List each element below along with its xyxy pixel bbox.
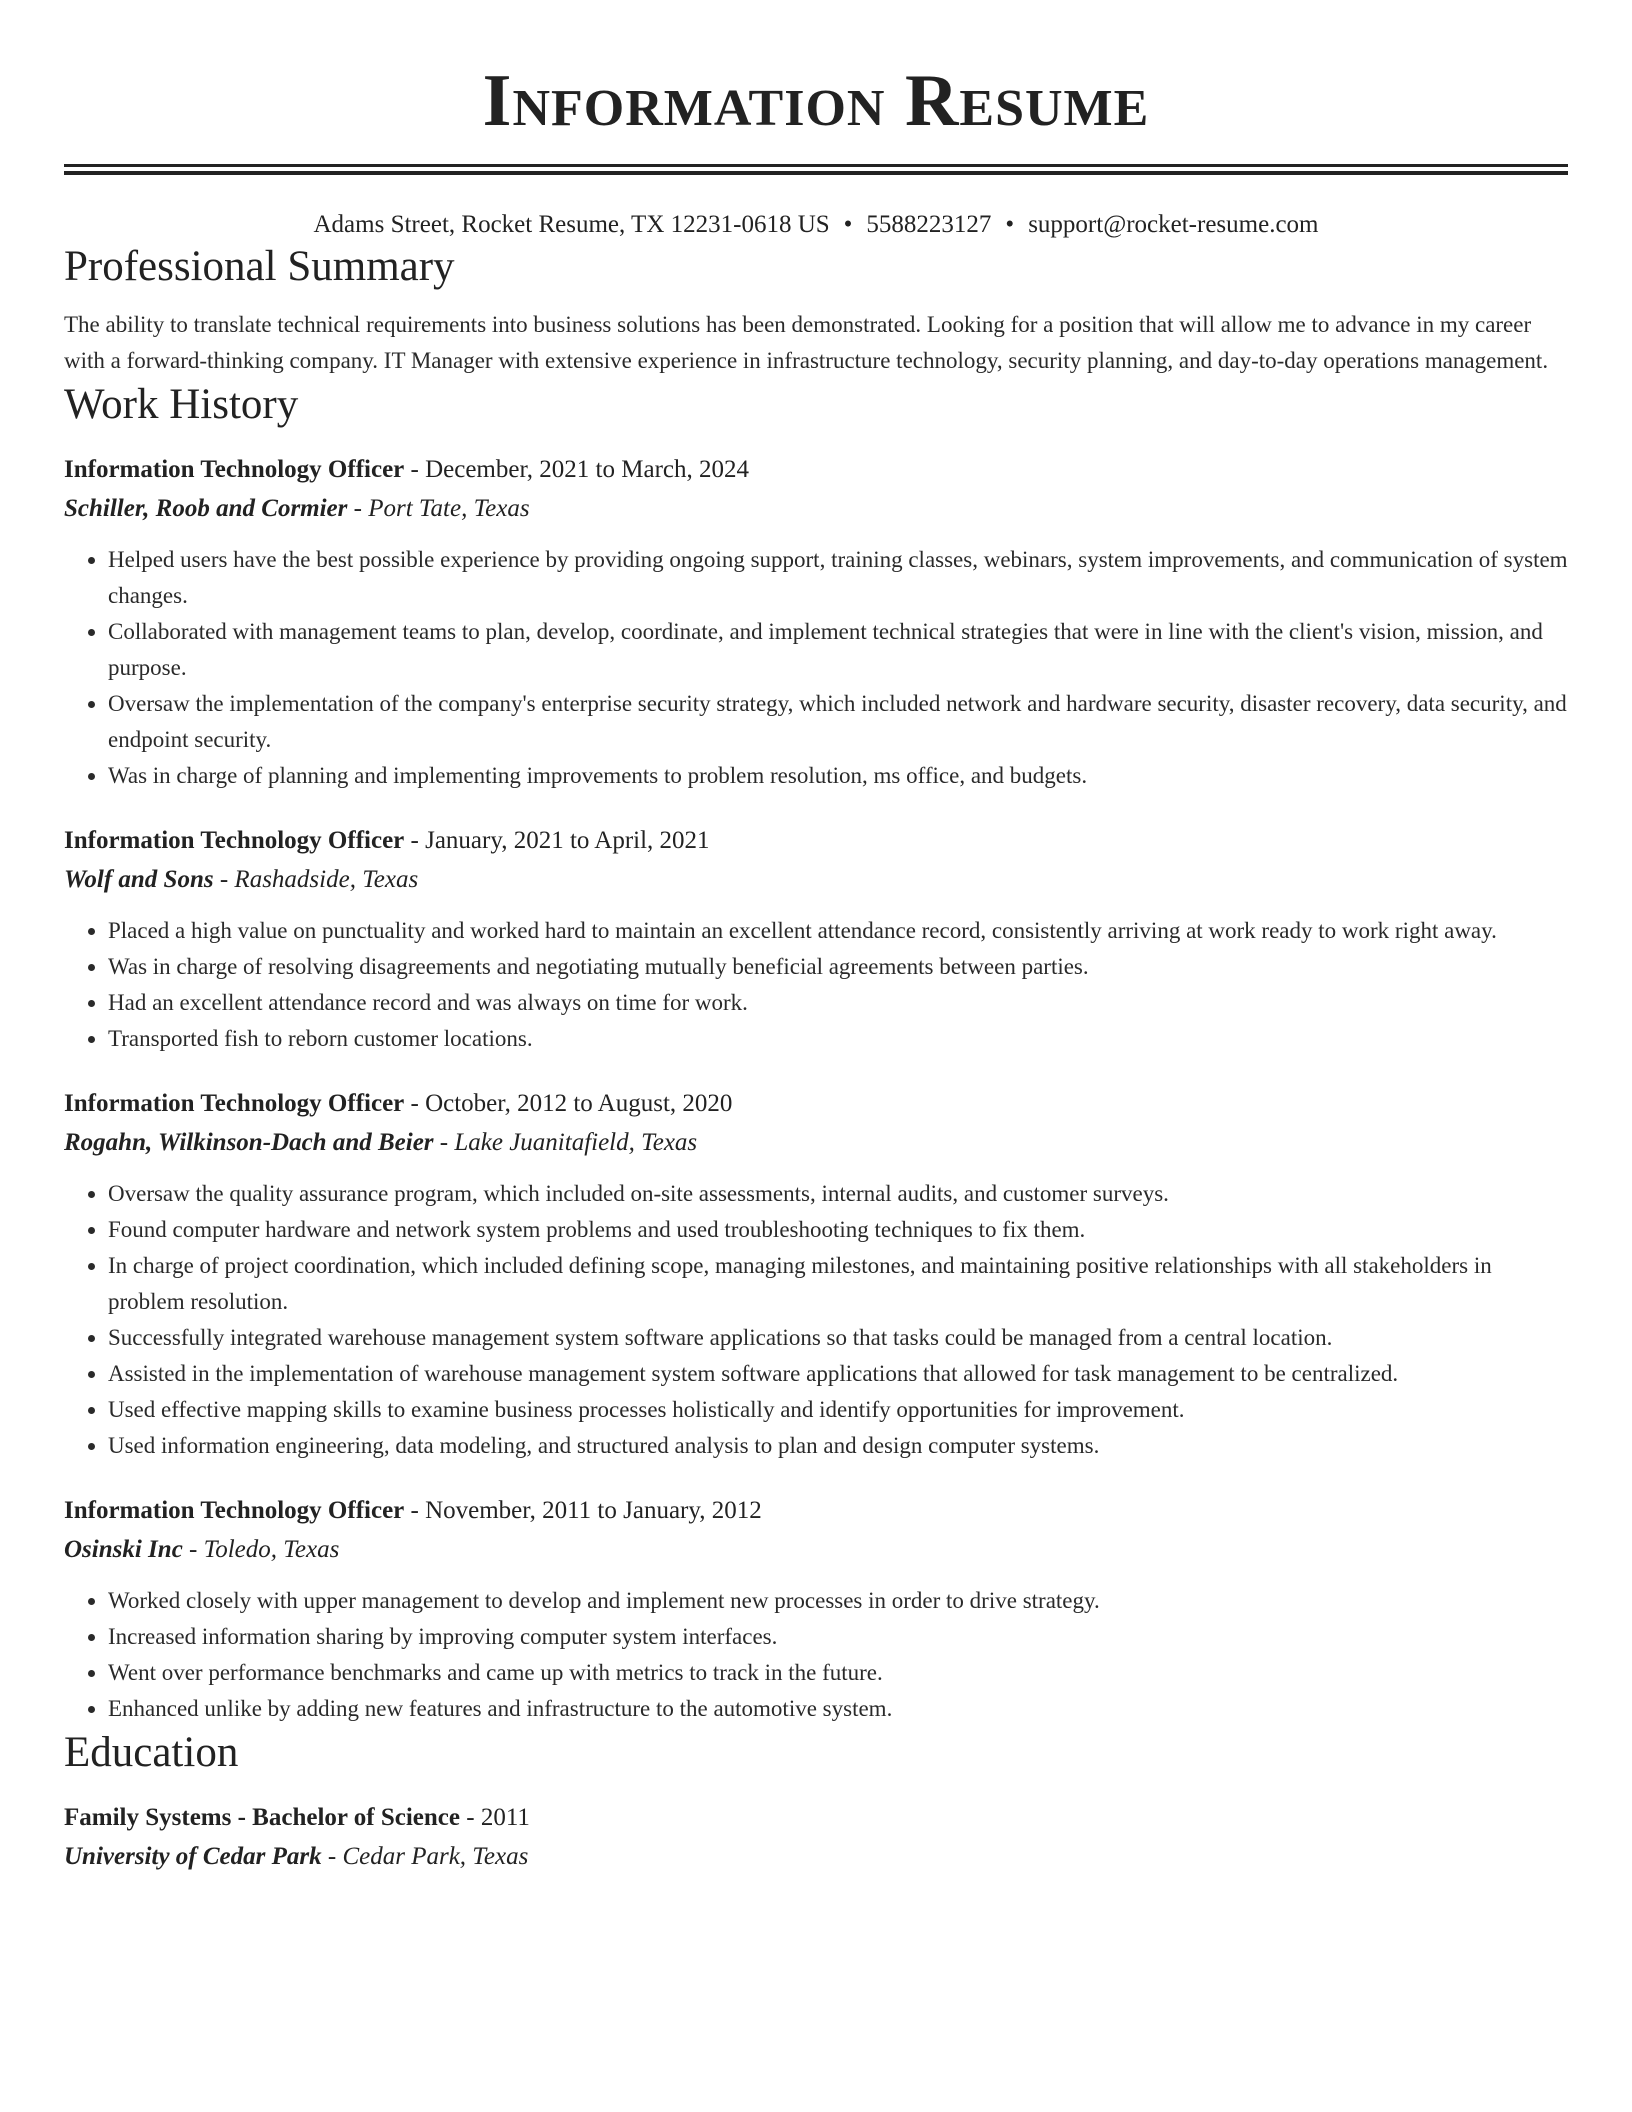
contact-email: support@rocket-resume.com [1028,211,1319,238]
job-location: - Rashadside, Texas [213,866,419,893]
job-company: Schiller, Roob and Cormier [64,495,348,522]
job-bullet: • Worked closely with upper management to develop and implement new processes in order to drive strategy. [108,1583,1568,1619]
education-entry [64,1801,1568,1874]
job-title: Information Technology Officer [64,456,405,483]
education-heading: Education [64,1729,239,1776]
job-title: Information Technology Officer [64,1090,405,1117]
job-location: - Lake Juanitafield, Texas [433,1129,698,1156]
job-bullet: • Enhanced unlike by adding new features and infrastructure to the automotive system. [108,1691,1568,1727]
job-bullet: • Used effective mapping skills to examine business processes holistically and identify opportunities for improvement. [108,1392,1568,1428]
job-bullet: • Placed a high value on punctuality and worked hard to maintain an excellent attendance record, consistently arriving at work ready to work right away. [108,913,1568,949]
job-entry [64,824,1568,1057]
job-title: Information Technology Officer [64,1497,405,1524]
job-bullet: • Assisted in the implementation of warehouse management system software applications that allowed for task management to be centralized. [108,1356,1568,1392]
job-bullet: • Used information engineering, data modeling, and structured analysis to plan and design computer systems. [108,1428,1568,1464]
job-header [64,1087,1568,1121]
education-year: - 2011 [460,1804,530,1831]
job-employer [64,1126,1568,1160]
job-bullet: • In charge of project coordination, which included defining scope, managing milestones, and maintaining positive relationships with all stakeholders in problem resolution. [108,1248,1568,1320]
job-bullet: • Was in charge of planning and implementing improvements to problem resolution, ms office, and budgets. [108,758,1568,794]
education-school: University of Cedar Park [64,1843,322,1870]
resume-title: Information Resume [482,60,1150,142]
job-dates: - November, 2011 to January, 2012 [404,1497,762,1524]
job-bullet-list [64,913,1568,1057]
education-institution [64,1840,1568,1874]
contact-separator: • [1005,211,1015,238]
job-dates: - January, 2021 to April, 2021 [404,827,710,854]
job-bullet: • Went over performance benchmarks and came up with metrics to track in the future. [108,1655,1568,1691]
work-history-heading: Work History [64,381,299,428]
job-header [64,824,1568,858]
job-bullet: • Collaborated with management teams to plan, develop, coordinate, and implement technical strategies that were in line with the client's vision, mission, and purpose. [108,614,1568,686]
job-bullet: • Oversaw the quality assurance program, which included on-site assessments, internal audits, and customer surveys. [108,1176,1568,1212]
job-company: Rogahn, Wilkinson-Dach and Beier [64,1129,434,1156]
contact-line [64,209,1568,241]
job-bullet: • Oversaw the implementation of the company's enterprise security strategy, which included network and hardware security, disaster recovery, data security, and endpoint security. [108,686,1568,758]
job-bullet: • Had an excellent attendance record and was always on time for work. [108,985,1568,1021]
job-company: Osinski Inc [64,1536,183,1563]
education-degree: Family Systems - Bachelor of Science [64,1804,460,1831]
contact-address: Adams Street, Rocket Resume, TX 12231-0618 US [313,211,830,238]
job-bullet-list [64,542,1568,794]
summary-text: The ability to translate technical requirements into business solutions has been demonstrated. Looking for a position that will allow me to advance in my career with a forward-thinking company. IT Manager with extensive experience in infrastructure technology, security planning, and day-to-day operations management. [64,312,1549,373]
job-employer [64,1533,1568,1567]
job-header [64,453,1568,487]
job-bullet: • Was in charge of resolving disagreements and negotiating mutually beneficial agreements between parties. [108,949,1568,985]
job-employer [64,492,1568,526]
job-header [64,1494,1568,1528]
title-double-rule [64,164,1568,175]
job-bullet-list [64,1583,1568,1727]
job-dates: - December, 2021 to March, 2024 [404,456,749,483]
job-entry [64,1494,1568,1727]
job-bullet: • Found computer hardware and network system problems and used troubleshooting techniques to fix them. [108,1212,1568,1248]
job-dates: - October, 2012 to August, 2020 [404,1090,733,1117]
contact-phone: 5588223127 [866,211,992,238]
job-employer [64,863,1568,897]
job-bullet: • Transported fish to reborn customer locations. [108,1021,1568,1057]
job-bullet: • Increased information sharing by improving computer system interfaces. [108,1619,1568,1655]
job-entry [64,1087,1568,1464]
job-bullet-list [64,1176,1568,1464]
job-bullet: • Successfully integrated warehouse management system software applications so that tasks could be managed from a central location. [108,1320,1568,1356]
job-location: - Toledo, Texas [182,1536,340,1563]
contact-separator: • [843,211,853,238]
education-location: - Cedar Park, Texas [321,1843,529,1870]
summary-heading: Professional Summary [64,243,455,290]
job-entry [64,453,1568,794]
job-bullet: • Helped users have the best possible experience by providing ongoing support, training classes, webinars, system improvements, and communication of system changes. [108,542,1568,614]
education-header [64,1801,1568,1835]
job-title: Information Technology Officer [64,827,405,854]
job-location: - Port Tate, Texas [347,495,530,522]
job-company: Wolf and Sons [64,866,214,893]
